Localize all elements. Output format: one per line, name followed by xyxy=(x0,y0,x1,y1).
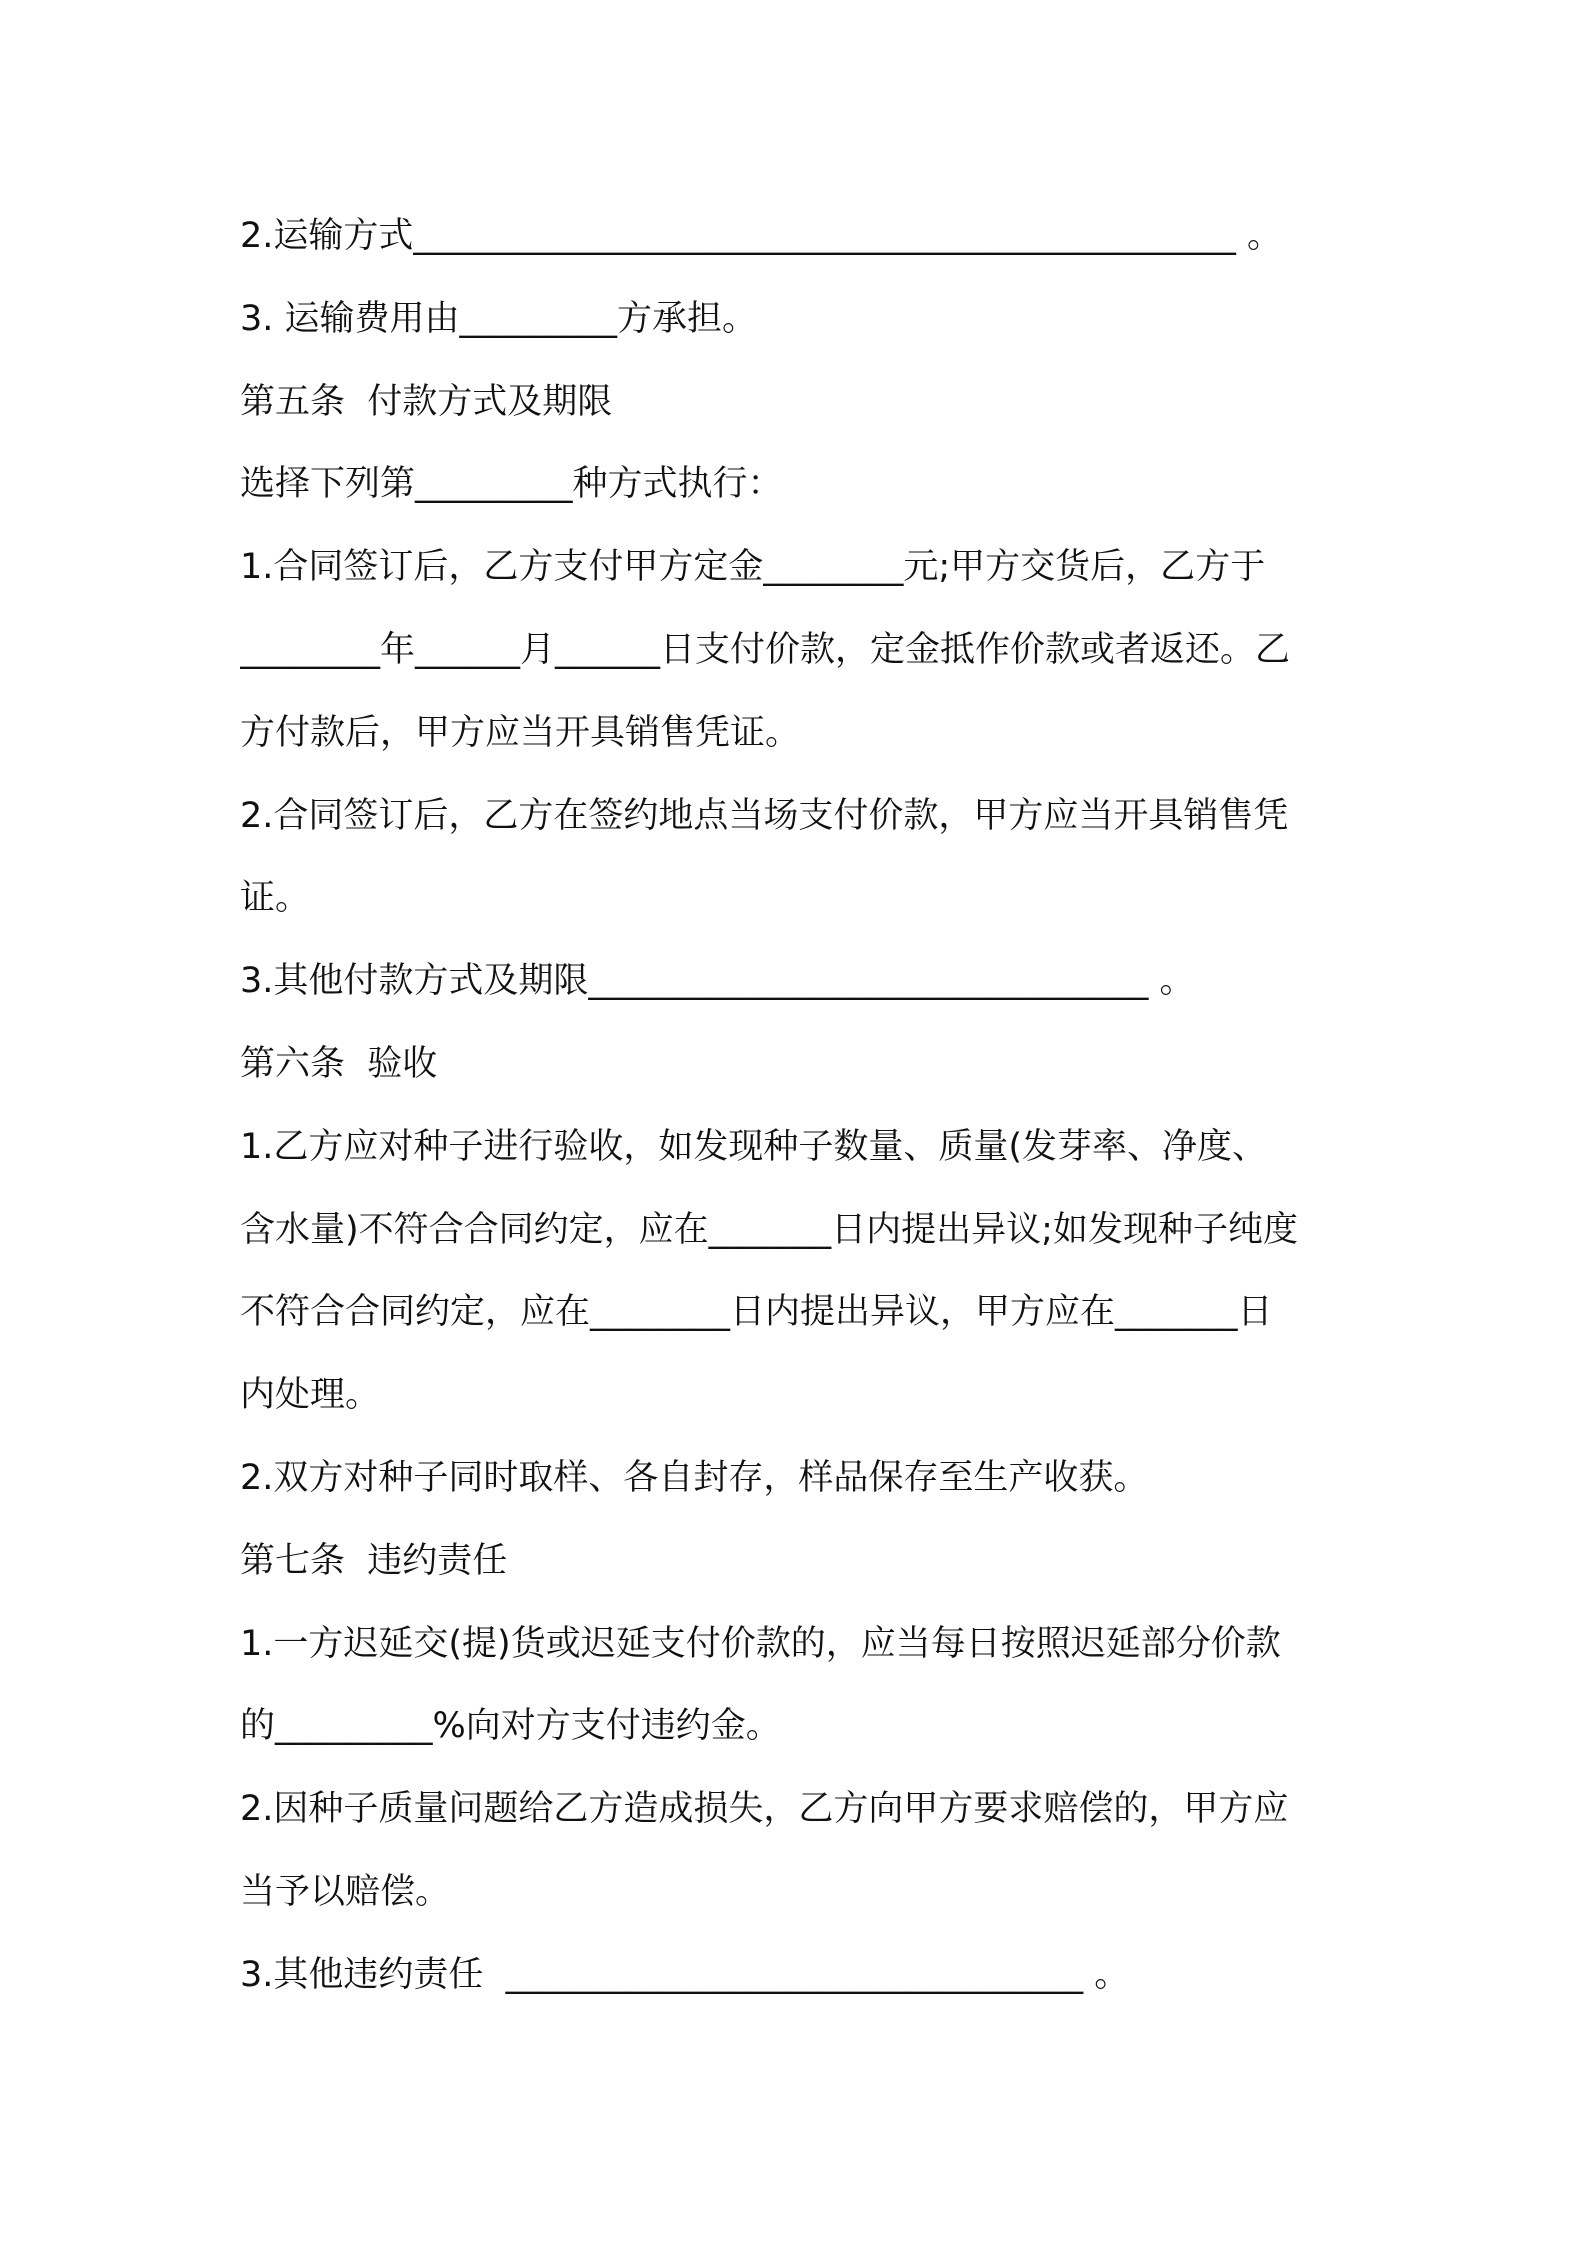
inspection-clause-1-line-1: 1.乙方应对种子进行验收，如发现种子数量、质量(发芽率、净度、 xyxy=(240,1126,1268,1167)
inspection-clause-1-line-4: 内处理。 xyxy=(240,1375,381,1416)
payment-option-1-line-1: 1.合同签订后，乙方支付甲方定金________元;甲方交货后，乙方于 xyxy=(240,547,1266,588)
article-7-heading: 第七条 违约责任 xyxy=(240,1540,508,1581)
liability-clause-2-line-1: 2.因种子质量问题给乙方造成损失，乙方向甲方要求赔偿的，甲方应 xyxy=(240,1789,1289,1830)
clause-transport-cost: 3. 运输费用由_________方承担。 xyxy=(240,298,758,339)
payment-option-1-line-2: ________年______月______日支付价款，定金抵作价款或者返还。乙 xyxy=(240,629,1291,670)
payment-option-1-line-3: 方付款后，甲方应当开具销售凭证。 xyxy=(240,712,801,753)
payment-option-select: 选择下列第_________种方式执行： xyxy=(240,464,783,505)
clause-transport-method: 2.运输方式_______________________________________________ 。 xyxy=(240,216,1283,256)
document-body xyxy=(240,195,1350,2017)
inspection-clause-1-line-3: 不符合合同约定，应在________日内提出异议，甲方应在_______日 xyxy=(240,1292,1273,1333)
liability-clause-2-line-2: 当予以赔偿。 xyxy=(240,1871,451,1912)
liability-clause-1-line-2: 的_________%向对方支付违约金。 xyxy=(240,1706,781,1747)
payment-option-3: 3.其他付款方式及期限________________________________ 。 xyxy=(240,961,1195,1002)
article-6-heading: 第六条 验收 xyxy=(240,1043,438,1084)
liability-clause-3: 3.其他违约责任 _________________________________ 。 xyxy=(240,1954,1130,1995)
article-5-heading: 第五条 付款方式及期限 xyxy=(240,381,613,422)
inspection-clause-1-line-2: 含水量)不符合合同约定，应在_______日内提出异议;如发现种子纯度 xyxy=(240,1209,1298,1250)
inspection-clause-2: 2.双方对种子同时取样、各自封存，样品保存至生产收获。 xyxy=(240,1457,1149,1498)
payment-option-2-line-2: 证。 xyxy=(240,878,311,919)
liability-clause-1-line-1: 1.一方迟延交(提)货或迟延支付价款的，应当每日按照迟延部分价款 xyxy=(240,1623,1281,1664)
payment-option-2-line-1: 2.合同签订后，乙方在签约地点当场支付价款，甲方应当开具销售凭 xyxy=(240,795,1289,836)
